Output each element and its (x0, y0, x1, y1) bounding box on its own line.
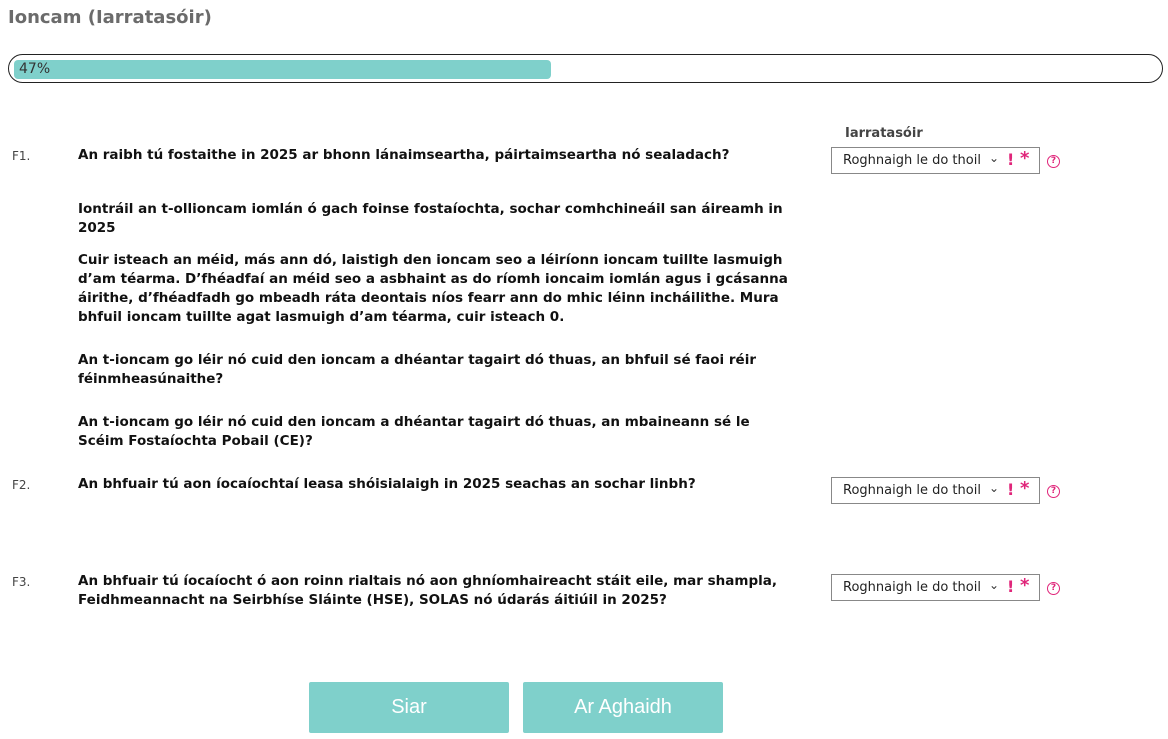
asterisk-icon: * (1020, 478, 1030, 499)
chevron-down-icon: ⌄ (989, 481, 1000, 495)
question-text-f3: An bhfuair tú íocaíocht ó aon roinn rialtais nó aon ghníomhaireacht stáit eile, mar shampla, Feidhmeannacht na Seirbhíse Sláinte (HSE), SOLAS nó údarás áitiúil in 2025? (78, 573, 777, 608)
next-button[interactable]: Ar Aghaidh (523, 682, 723, 733)
back-button[interactable]: Siar (309, 682, 509, 733)
select-value: Roghnaigh le do thoil (843, 153, 981, 168)
question-text-self-assessment: An t-ioncam go léir nó cuid den ioncam a dhéantar tagairt dó thuas, an bhfuil sé faoi réir féinmheasúnaithe? (78, 352, 756, 387)
progress-label: 47% (19, 61, 51, 77)
applicant-column-header: Iarratasóir (845, 126, 923, 141)
exclamation-icon: ! (1007, 480, 1015, 499)
question-text-f2: An bhfuair tú aon íocaíochtaí leasa shóisialaigh in 2025 seachas an sochar linbh? (78, 476, 696, 492)
select-value: Roghnaigh le do thoil (843, 580, 981, 595)
question-number-f3: F3. (12, 575, 31, 589)
question-number-f1: F1. (12, 149, 31, 163)
exclamation-icon: ! (1007, 577, 1015, 596)
exclamation-icon: ! (1007, 150, 1015, 169)
progress-bar (8, 54, 1163, 83)
answer-select-f1[interactable] (831, 147, 1040, 174)
answer-select-f2[interactable] (831, 477, 1040, 504)
page-title: Ioncam (Iarratasóir) (8, 7, 212, 28)
question-text-f1: An raibh tú fostaithe in 2025 ar bhonn lánaimseartha, páirtaimseartha nó sealadach? (78, 147, 730, 163)
asterisk-icon: * (1020, 575, 1030, 596)
help-circle-icon[interactable]: ? (1047, 155, 1060, 168)
question-number-f2: F2. (12, 478, 31, 492)
help-circle-icon[interactable]: ? (1047, 485, 1060, 498)
help-circle-icon[interactable]: ? (1047, 582, 1060, 595)
progress-fill (14, 60, 551, 79)
chevron-down-icon: ⌄ (989, 578, 1000, 592)
select-value: Roghnaigh le do thoil (843, 483, 981, 498)
asterisk-icon: * (1020, 148, 1030, 169)
question-text-ce-scheme: An t-ioncam go léir nó cuid den ioncam a dhéantar tagairt dó thuas, an mbaineann sé le Scéim Fostaíochta Pobail (CE)? (78, 414, 750, 449)
question-text-out-of-term-income: Cuir isteach an méid, más ann dó, laistigh den ioncam seo a léiríonn ioncam tuillte lasmuigh d’am téarma. D’fhéadfaí an méid seo a asbhaint as do ríomh ioncaim iomlán agus i gcásanna áirithe, d’fhéadfadh go mbeadh ráta deontais níos fearr ann do mhic léinn incháilithe. Mura bhfuil ioncam tuillte agat lasmuigh d’am téarma, cuir isteach 0. (78, 252, 788, 325)
chevron-down-icon: ⌄ (989, 151, 1000, 165)
question-text-gross-income: Iontráil an t-ollioncam iomlán ó gach foinse fostaíochta, sochar comhchineáil san áireamh in 2025 (78, 201, 783, 236)
answer-select-f3[interactable] (831, 574, 1040, 601)
